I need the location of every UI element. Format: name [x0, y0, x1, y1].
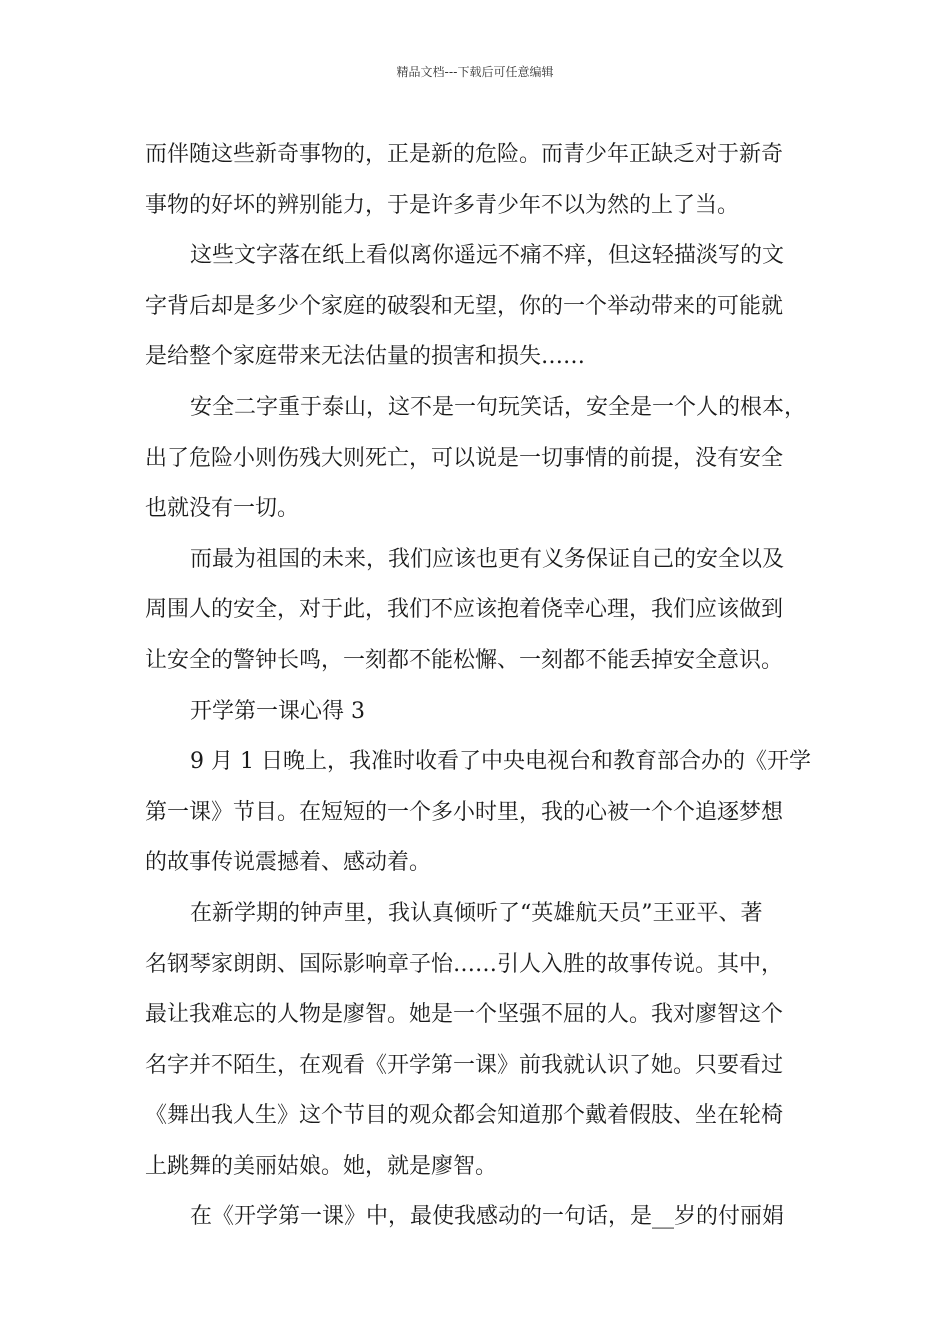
text-line: 而伴随这些新奇事物的，正是新的危险。而青少年正缺乏对于新奇	[145, 142, 784, 167]
text-line: 安全二字重于泰山，这不是一句玩笑话，安全是一个人的根本，	[190, 394, 807, 420]
text-line: 事物的好坏的辨别能力，于是许多青少年不以为然的上了当。	[145, 192, 740, 218]
text-line: 第一课》节目。在短短的一个多小时里，我的心被一个个追逐梦想	[145, 799, 784, 825]
text-line: 字背后却是多少个家庭的破裂和无望，你的一个举动带来的可能就	[145, 293, 784, 319]
text-line: 上跳舞的美丽姑娘。她，就是廖智。	[145, 1153, 498, 1179]
text-line: 是给整个家庭带来无法估量的损害和损失……	[145, 344, 586, 370]
text-line: 让安全的警钟长鸣，一刻都不能松懈、一刻都不能丢掉安全意识。	[145, 647, 784, 673]
page-header: 精品文档---下载后可任意编辑	[396, 65, 554, 79]
text-line: 出了危险小则伤残大则死亡，可以说是一切事情的前提，没有安全	[145, 445, 784, 471]
text-line: 的故事传说震撼着、感动着。	[145, 850, 432, 876]
text-line: 名字并不陌生，在观看《开学第一课》前我就认识了她。只要看过	[145, 1052, 784, 1078]
document-body	[145, 130, 820, 1243]
text-line: 最让我难忘的人物是廖智。她是一个坚强不屈的人。我对廖智这个	[145, 1002, 784, 1028]
text-line: 周围人的安全，对于此，我们不应该抱着侥幸心理，我们应该做到	[145, 597, 784, 623]
text-line: 在《开学第一课》中，最使我感动的一句话，是__岁的付丽娟	[190, 1204, 785, 1230]
text-line: 名钢琴家朗朗、国际影响章子怡……引人入胜的故事传说。其中，	[145, 951, 784, 977]
text-line: 开学第一课心得 3	[190, 698, 365, 724]
text-line: 而最为祖国的未来，我们应该也更有义务保证自己的安全以及	[190, 546, 785, 572]
text-line: 也就没有一切。	[145, 496, 300, 522]
text-line: 9 月 1 日晚上，我准时收看了中央电视台和教育部合办的《开学	[190, 749, 811, 775]
text-line: 这些文字落在纸上看似离你遥远不痛不痒，但这轻描淡写的文	[190, 243, 785, 269]
text-line: 《舞出我人生》这个节目的观众都会知道那个戴着假肢、坐在轮椅	[145, 1103, 784, 1129]
text-line: 在新学期的钟声里，我认真倾听了“英雄航天员”王亚平、著	[190, 900, 763, 926]
